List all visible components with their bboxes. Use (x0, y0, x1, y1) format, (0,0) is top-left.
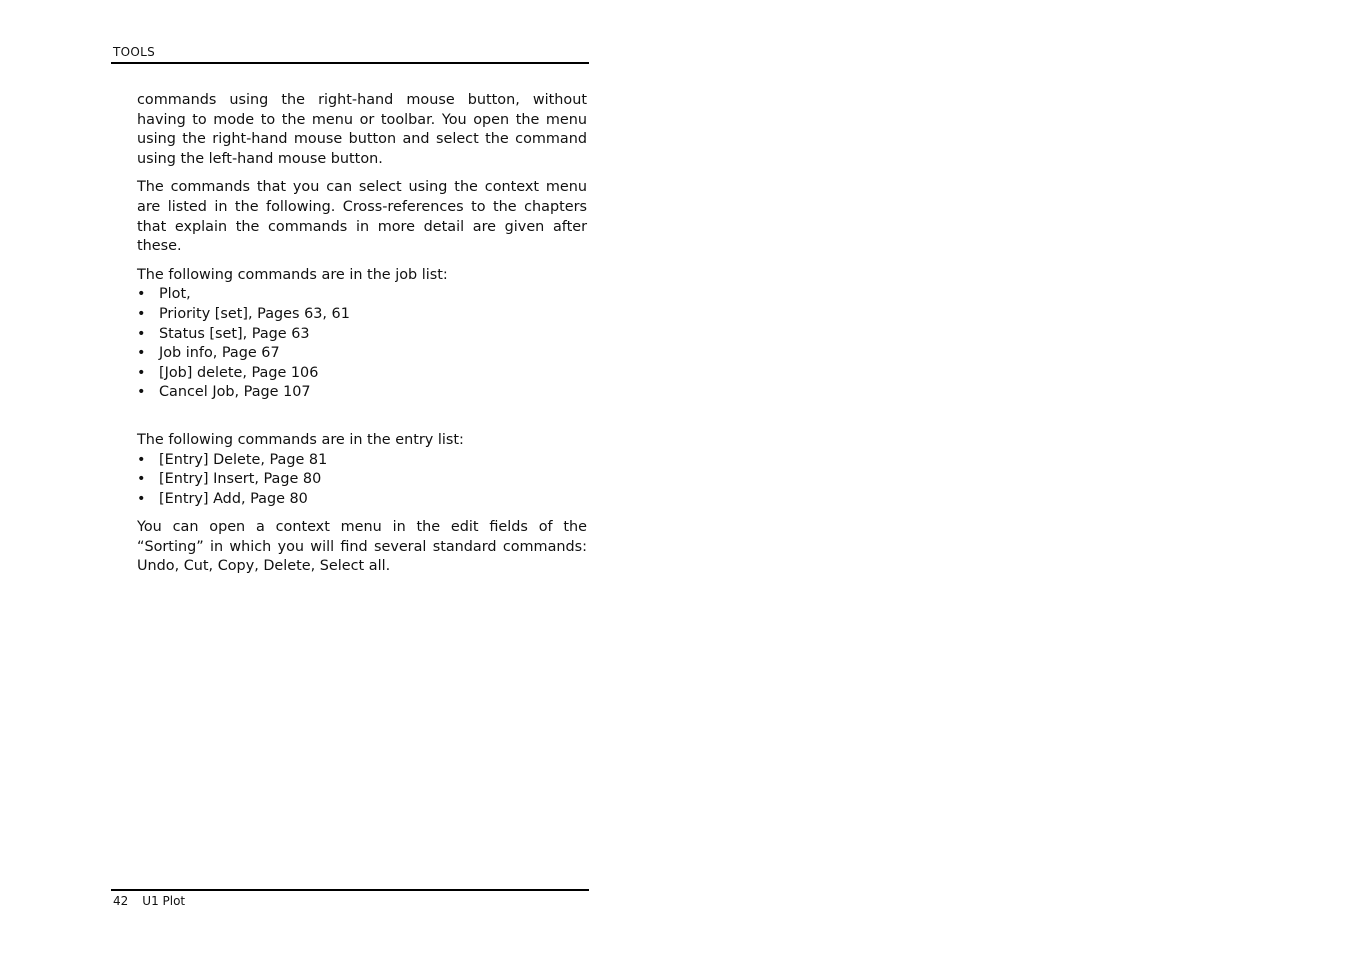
list-item: • [Entry] Insert, Page 80 (137, 470, 587, 490)
list-item: • Cancel Job, Page 107 (137, 383, 587, 403)
footer-rule (111, 889, 589, 891)
list-item: • [Job] delete, Page 106 (137, 364, 587, 384)
list-item: • Priority [set], Pages 63, 61 (137, 305, 587, 325)
paragraph-edit-fields: You can open a context menu in the edit fields of the “Sorting” in which you will find several standard commands: Undo, Cut, Copy, Delete, Select all. (137, 519, 587, 575)
job-list-commands (137, 285, 587, 403)
entry-list-commands (137, 451, 587, 510)
list-item: • Plot, (137, 285, 587, 305)
document-title: U1 Plot (142, 894, 186, 908)
section-gap (137, 509, 587, 518)
job-list-intro: The following commands are in the job list: (137, 266, 448, 283)
section-gap (137, 403, 587, 431)
list-item: • [Entry] Add, Page 80 (137, 490, 587, 510)
list-item: • [Entry] Delete, Page 81 (137, 451, 587, 471)
page-footer (113, 894, 185, 908)
list-item: • Status [set], Page 63 (137, 325, 587, 345)
page-number: 42 (113, 894, 129, 908)
page-body (137, 91, 587, 586)
paragraph-commands-overview: The commands that you can select using the context menu are listed in the following. Cross-references to the chapters that explain the commands in more detail are given after these. (137, 179, 587, 255)
entry-list-intro: The following commands are in the entry list: (137, 431, 464, 448)
header-rule (111, 62, 589, 64)
paragraph-context-menu-intro: commands using the right-hand mouse button, without having to mode to the menu or toolbar. You open the menu using the right-hand mouse button and select the command using the left-hand mouse button. (137, 92, 587, 167)
list-item: • Job info, Page 67 (137, 344, 587, 364)
running-header: TOOLS (113, 45, 156, 59)
